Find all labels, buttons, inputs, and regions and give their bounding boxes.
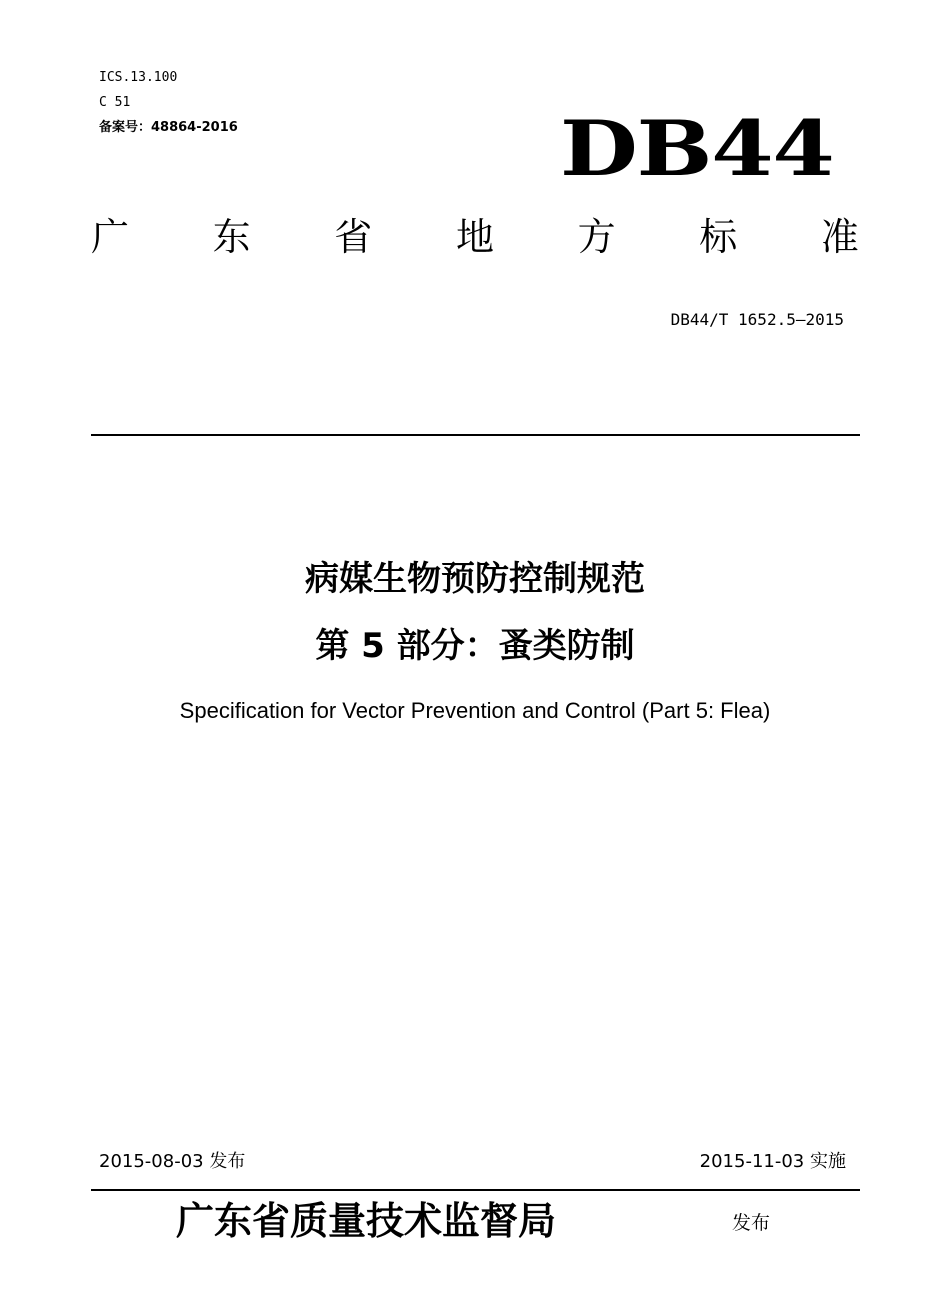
standard-type-char: 广 (90, 215, 129, 259)
standard-type-char: 标 (699, 215, 738, 259)
standard-type-char: 准 (820, 215, 859, 259)
standard-number: DB44/T 1652.5—2015 (670, 310, 844, 329)
document-part-title: 第 5 部分：蚤类防制 (315, 626, 635, 666)
english-title: Specification for Vector Prevention and Control (Part 5: Flea) (179, 698, 771, 723)
standard-type-char: 地 (455, 215, 494, 259)
ics-code: ICS.13.100 (99, 70, 178, 85)
issue-date: 2015-08-03 发布 (99, 1151, 246, 1172)
document-title: 病媒生物预防控制规范 (305, 559, 645, 599)
bottom-divider (91, 1189, 860, 1191)
implementation-date: 2015-11-03 实施 (699, 1151, 846, 1172)
issuing-authority: 广东省质量技术监督局 (176, 1198, 557, 1243)
top-divider (91, 434, 860, 436)
ccs-code: C 51 (99, 95, 131, 110)
standard-type (90, 212, 860, 262)
standard-type-char: 东 (212, 215, 251, 259)
standard-type-char: 方 (577, 215, 616, 259)
db44-logo: DB44 (560, 104, 834, 193)
standard-type-char: 省 (334, 215, 373, 259)
filing-number: 备案号：48864-2016 (99, 120, 238, 135)
issuing-authority-suffix: 发布 (732, 1212, 771, 1234)
